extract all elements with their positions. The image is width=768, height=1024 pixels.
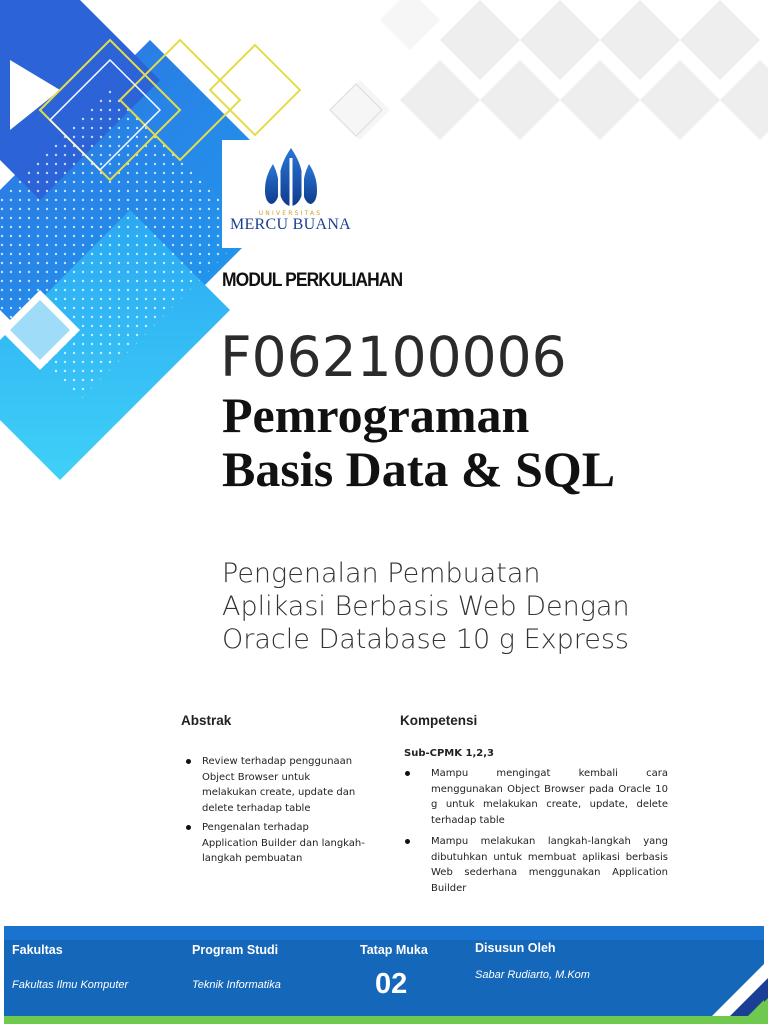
module-label: MODUL PERKULIAHAN [222,270,403,291]
topic-line-2: Aplikasi Berbasis Web Dengan [222,591,630,622]
topic-line-1: Pengenalan Pembuatan [222,558,541,589]
logo-university-name: MERCU BUANA [229,216,352,233]
program-studi-value: Teknik Informatika [192,979,281,991]
footer-corner-icon [704,964,764,1024]
abstrak-heading: Abstrak [181,713,232,728]
tatap-muka-value: 02 [375,968,408,1000]
mercu-buana-emblem-icon [261,146,321,208]
course-title [222,388,615,496]
kompetensi-item: Mampu melakukan langkah-langkah yang dibutuhkan untuk membuat aplikasi berbasis Web sederhana menggunakan Application Builder [404,834,668,896]
course-title-line-1: Pemrograman [222,387,530,443]
logo-universitas-text: UNIVERSITAS [258,210,323,217]
university-logo [222,140,359,248]
topic-line-3: Oracle Database 10 g Express [222,624,630,655]
abstrak-item: Review terhadap penggunaan Object Browser untuk melakukan create, update dan delete terhadap table [185,754,365,816]
footer-bar [4,926,764,1024]
fakultas-value: Fakultas Ilmu Komputer [12,979,129,991]
disusun-oleh-value: Sabar Rudiarto, M.Kom [475,969,590,981]
tatap-muka-label: Tatap Muka [360,943,428,957]
topic-title [222,557,762,656]
course-code: F062100006 [220,325,567,389]
abstrak-list [185,754,365,871]
kompetensi-sub-heading: Sub-CPMK 1,2,3 [404,748,494,759]
kompetensi-list [404,766,668,902]
kompetensi-heading: Kompetensi [400,713,478,728]
disusun-oleh-label: Disusun Oleh [475,941,556,955]
fakultas-label: Fakultas [12,943,63,957]
course-title-line-2: Basis Data & SQL [222,441,616,497]
abstrak-item: Pengenalan terhadap Application Builder dan langkah-langkah pembuatan [185,820,365,867]
kompetensi-item: Mampu mengingat kembali cara menggunakan Object Browser pada Oracle 10 g untuk melakukan create, update, delete terhadap table [404,766,668,828]
program-studi-label: Program Studi [192,943,279,957]
